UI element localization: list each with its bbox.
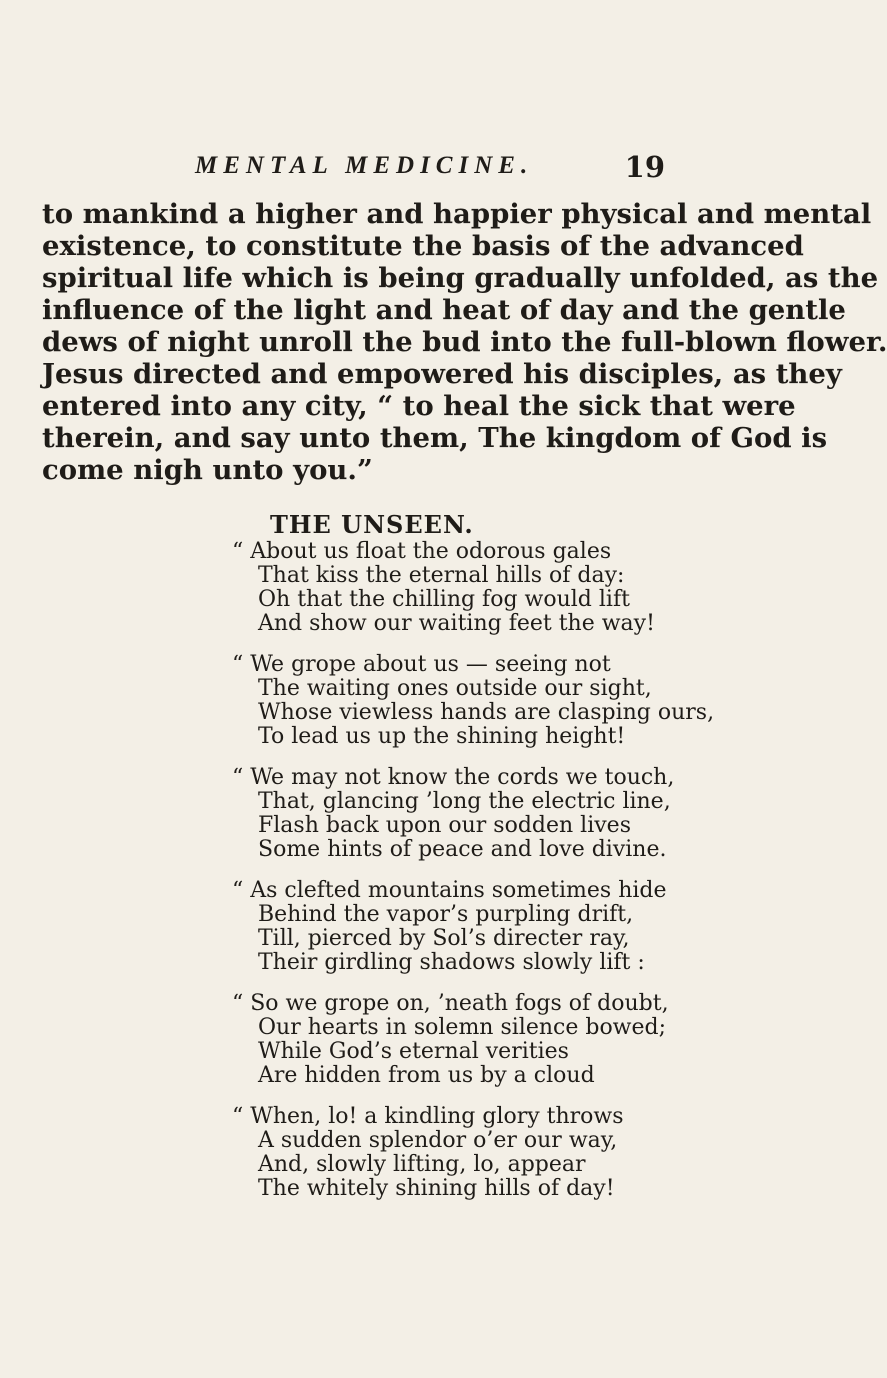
body-paragraph [42, 198, 887, 486]
poem-line: Oh that the chilling fog would lift [258, 587, 630, 612]
paragraph-line: entered into any city, “ to heal the sick that were [42, 390, 796, 422]
poem-stanza [232, 992, 792, 1088]
poem-stanza [232, 653, 792, 749]
poem-stanza [232, 766, 792, 862]
poem-line: “ We may not know the cords we touch, [232, 765, 675, 790]
running-head [195, 150, 665, 190]
poem-line: “ When, lo! a kindling glory throws [232, 1104, 624, 1129]
poem-line: Their girdling shadows slowly lift : [258, 950, 645, 975]
poem-title: THE UNSEEN. [270, 510, 474, 539]
poem-line: That, glancing ’long the electric line, [258, 789, 671, 814]
poem-line: Some hints of peace and love divine. [258, 837, 667, 862]
paragraph-line: dews of night unroll the bud into the full-blown flower. [42, 326, 887, 358]
paragraph-line: to mankind a higher and happier physical and mental [42, 198, 872, 230]
poem-line: While God’s eternal verities [258, 1039, 569, 1064]
paragraph-line: spiritual life which is being gradually unfolded, as the [42, 262, 879, 294]
poem-line: A sudden splendor o’er our way, [258, 1128, 618, 1153]
poem [232, 540, 792, 1218]
paragraph-line: existence, to constitute the basis of the advanced [42, 230, 804, 262]
poem-line: Behind the vapor’s purpling drift, [258, 902, 634, 927]
poem-stanza [232, 1105, 792, 1201]
poem-line: Till, pierced by Sol’s directer ray, [258, 926, 630, 951]
paragraph-line: Jesus directed and empowered his disciples, as they [42, 358, 842, 390]
poem-line: And show our waiting feet the way! [258, 611, 655, 636]
poem-line: The whitely shining hills of day! [258, 1176, 615, 1201]
poem-stanza [232, 879, 792, 975]
page-number: 19 [624, 150, 665, 184]
poem-line: And, slowly lifting, lo, appear [258, 1152, 586, 1177]
poem-line: Are hidden from us by a cloud [258, 1063, 595, 1088]
poem-stanza [232, 540, 792, 636]
poem-line: To lead us up the shining height! [258, 724, 626, 749]
poem-line: “ So we grope on, ’neath fogs of doubt, [232, 991, 669, 1016]
poem-line: Our hearts in solemn silence bowed; [258, 1015, 667, 1040]
poem-line: “ We grope about us — seeing not [232, 652, 611, 677]
poem-line: “ As clefted mountains sometimes hide [232, 878, 667, 903]
poem-line: Whose viewless hands are clasping ours, [258, 700, 715, 725]
paragraph-line: therein, and say unto them, The kingdom of God is [42, 422, 828, 454]
paragraph-line: influence of the light and heat of day and the gentle [42, 294, 846, 326]
running-title: MENTAL MEDICINE. [195, 152, 534, 179]
poem-line: That kiss the eternal hills of day: [258, 563, 625, 588]
poem-line: “ About us float the odorous gales [232, 539, 612, 564]
poem-line: The waiting ones outside our sight, [258, 676, 652, 701]
poem-line: Flash back upon our sodden lives [258, 813, 631, 838]
paragraph-line: come nigh unto you.” [42, 454, 373, 486]
